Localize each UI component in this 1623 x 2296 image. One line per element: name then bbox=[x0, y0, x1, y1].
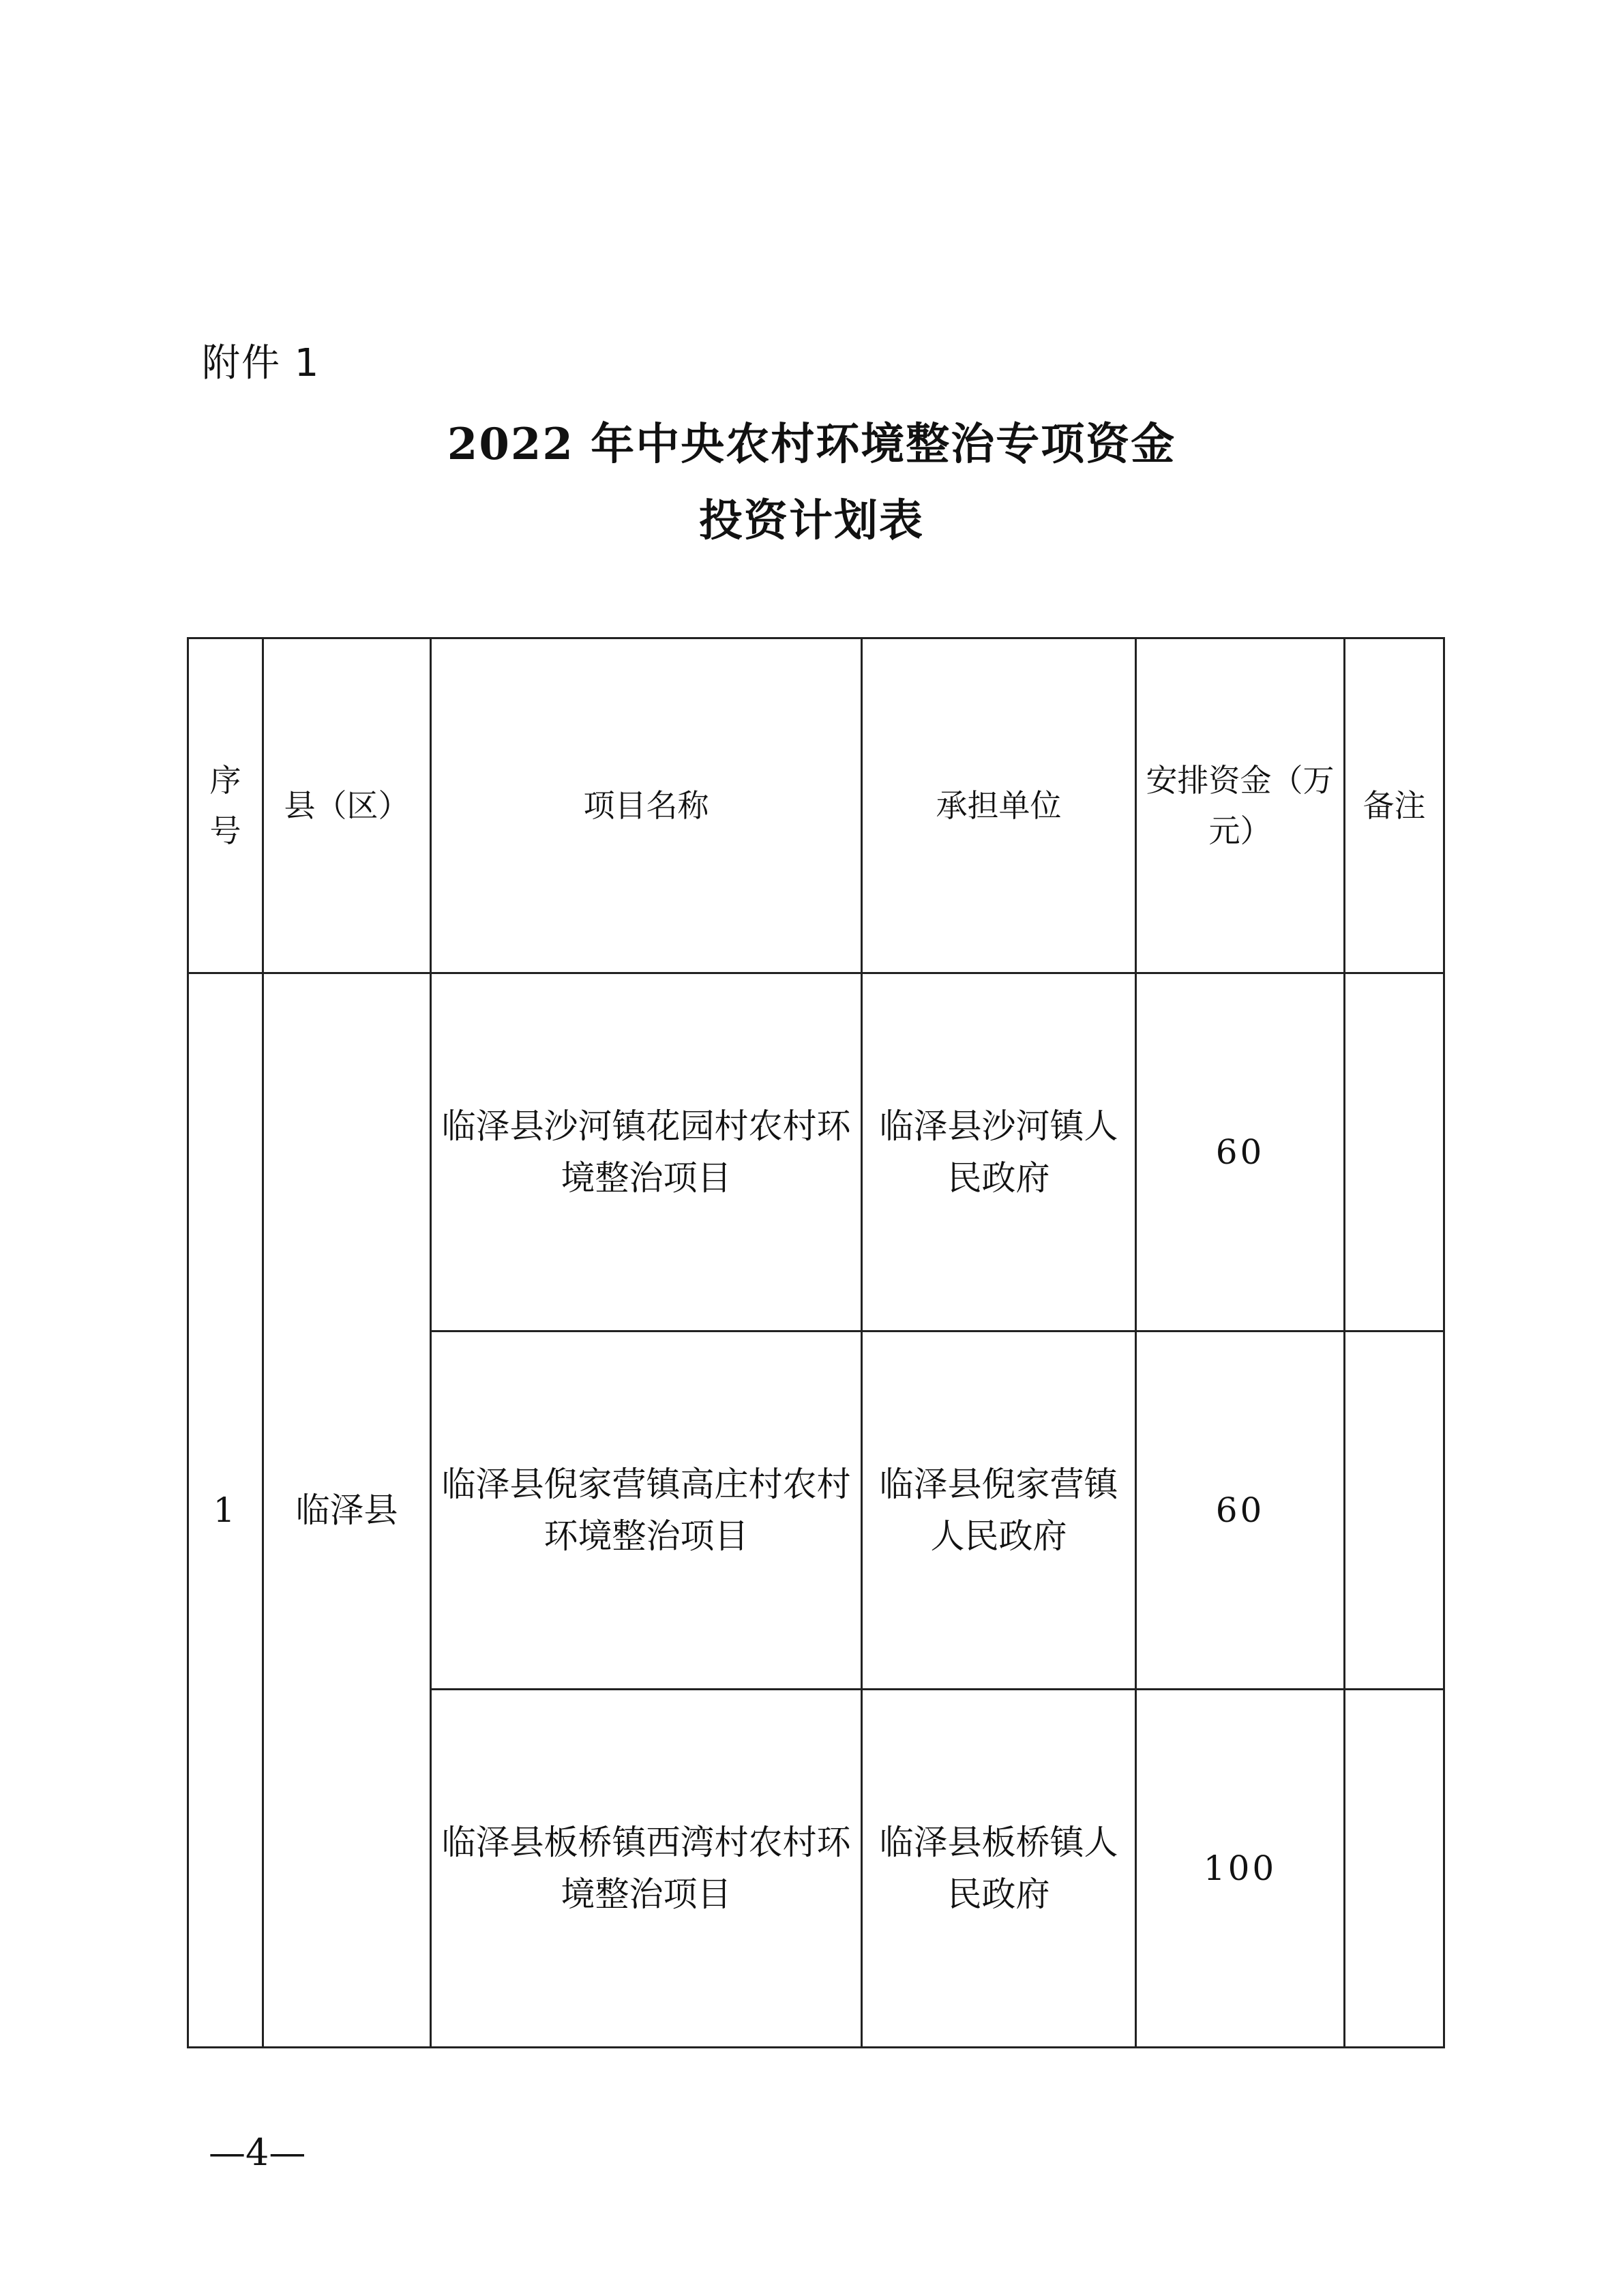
document-title-line-1: 2022 年中央农村环境整治专项资金 bbox=[447, 419, 1176, 470]
table-row bbox=[188, 973, 1444, 1331]
row-amount: 60 bbox=[1136, 1331, 1345, 1690]
row-project-name: 临泽县倪家营镇高庄村农村环境整治项目 bbox=[431, 1331, 862, 1690]
investment-plan-table bbox=[187, 637, 1445, 2048]
header-county: 县（区） bbox=[263, 638, 431, 973]
row-project-name: 临泽县沙河镇花园村农村环境整治项目 bbox=[431, 973, 862, 1331]
document-title-line-2: 投资计划表 bbox=[699, 495, 924, 546]
row-note bbox=[1345, 1331, 1444, 1690]
row-note bbox=[1345, 1690, 1444, 2048]
header-project-name: 项目名称 bbox=[431, 638, 862, 973]
row-project-name: 临泽县板桥镇西湾村农村环境整治项目 bbox=[431, 1690, 862, 2048]
table-header-row bbox=[188, 638, 1444, 973]
header-seq: 序号 bbox=[188, 638, 263, 973]
row-unit: 临泽县板桥镇人民政府 bbox=[862, 1690, 1136, 2048]
page-number: —4— bbox=[209, 2131, 306, 2174]
header-unit: 承担单位 bbox=[862, 638, 1136, 973]
row-amount: 100 bbox=[1136, 1690, 1345, 2048]
row-amount: 60 bbox=[1136, 973, 1345, 1331]
header-amount: 安排资金（万元） bbox=[1136, 638, 1345, 973]
row-unit: 临泽县倪家营镇人民政府 bbox=[862, 1331, 1136, 1690]
row-seq: 1 bbox=[188, 973, 263, 2048]
row-county: 临泽县 bbox=[263, 973, 431, 2048]
row-note bbox=[1345, 973, 1444, 1331]
header-note: 备注 bbox=[1345, 638, 1444, 973]
row-unit: 临泽县沙河镇人民政府 bbox=[862, 973, 1136, 1331]
attachment-label: 附件 1 bbox=[202, 341, 321, 385]
